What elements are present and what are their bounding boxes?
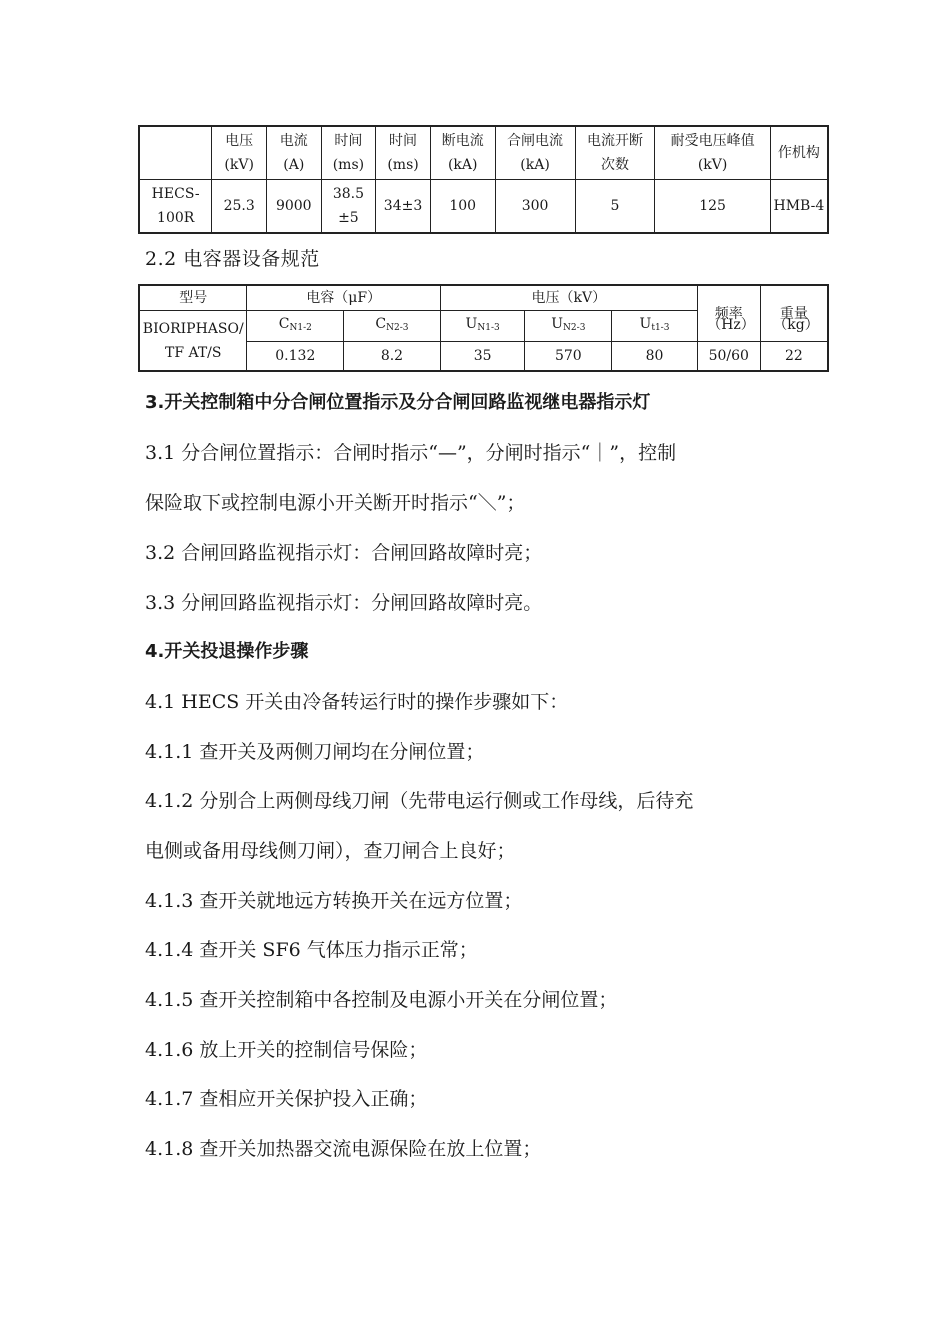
table-cell: 125: [655, 180, 770, 234]
freq-unit-label: （Hz）: [707, 317, 755, 333]
header-cell: 电流开断 次数: [575, 126, 655, 180]
header-cell: 耐受电压峰值 (kV): [655, 126, 770, 180]
table-cell: 80: [612, 342, 698, 372]
table-header-row: [139, 285, 828, 311]
heading-3: 3.开关控制箱中分合闸位置指示及分合闸回路监视继电器指示灯: [145, 392, 651, 413]
step-line: 4.1.6 放上开关的控制信号保险；: [145, 1039, 428, 1061]
header-cell: $C_{N2-3}$: [344, 311, 441, 342]
header-cell: 电容（μF）: [247, 285, 440, 311]
header-cell: 时间 (ms): [321, 126, 376, 180]
header-cell: 电压 (kV): [212, 126, 267, 180]
paragraph-line: 3.1 分合闸位置指示：合闸时指示“—”，分闸时指示“｜”，控制: [145, 442, 677, 464]
step-line: 4.1.3 查开关就地远方转换开关在远方位置；: [145, 890, 523, 912]
header-cell: $C_{N1-2}$: [247, 311, 344, 342]
header-cell: 频率: [697, 285, 760, 342]
table-cell: BIORIPHASO/ TF AT/S: [139, 311, 247, 372]
paragraph-line: 3.2 合闸回路监视指示灯：合闸回路故障时亮；: [145, 542, 543, 564]
table-cell: 0.132: [247, 342, 344, 372]
header-cell: 重量: [760, 285, 828, 342]
header-cell: 型号: [139, 285, 247, 311]
step-line: 4.1.8 查开关加热器交流电源保险在放上位置；: [145, 1138, 542, 1160]
paragraph-line: 保险取下或控制电源小开关断开时指示“＼”；: [145, 492, 526, 514]
header-cell: $U_{N2-3}$: [525, 311, 612, 342]
table-cell: 38.5 ±5: [321, 180, 376, 234]
heading-4: 4.开关投退操作步骤: [145, 641, 309, 662]
header-cell: 电流 (A): [266, 126, 321, 180]
header-cell: $U_{N1-3}$: [440, 311, 525, 342]
header-cell: 电压（kV）: [440, 285, 697, 311]
table-header-row: [139, 126, 828, 180]
step-line: 电侧或备用母线侧刀闸），查刀闸合上良好；: [145, 840, 516, 862]
table-cell: 35: [440, 342, 525, 372]
step-line: 4.1.2 分别合上两侧母线刀闸（先带电运行侧或工作母线，后待充: [145, 790, 694, 812]
table-cell: 34±3: [376, 180, 431, 234]
header-cell: $U_{t1-3}$: [612, 311, 698, 342]
table-cell: 25.3: [212, 180, 267, 234]
header-cell: 时间 (ms): [376, 126, 431, 180]
step-line: 4.1.1 查开关及两侧刀闸均在分闸位置；: [145, 741, 485, 763]
section-heading-2-2: 2.2 电容器设备规范: [145, 248, 320, 270]
step-line: 4.1.7 查相应开关保护投入正确；: [145, 1088, 428, 1110]
table-cell: 300: [495, 180, 575, 234]
table-cell: 22: [760, 342, 828, 372]
step-line: 4.1 HECS 开关由冷备转运行时的操作步骤如下：: [145, 691, 569, 713]
header-cell: 断电流 (kA): [430, 126, 495, 180]
header-cell: [139, 126, 212, 180]
table-cell: 9000: [266, 180, 321, 234]
header-cell: 作机构: [770, 126, 828, 180]
table-cell: 100: [430, 180, 495, 234]
header-cell: 合闸电流 (kA): [495, 126, 575, 180]
table-row: [139, 180, 828, 234]
paragraph-line: 3.3 分闸回路监视指示灯：分闸回路故障时亮。: [145, 592, 543, 614]
table-cell: 570: [525, 342, 612, 372]
weight-unit-label: （kg）: [773, 317, 819, 333]
breaker-spec-table: [138, 125, 829, 234]
step-line: 4.1.5 查开关控制箱中各控制及电源小开关在分闸位置；: [145, 989, 618, 1011]
step-line: 4.1.4 查开关 SF6 气体压力指示正常；: [145, 939, 478, 961]
table-cell: 8.2: [344, 342, 441, 372]
table-cell: 5: [575, 180, 655, 234]
table-cell: 50/60: [697, 342, 760, 372]
table-cell: HMB-4: [770, 180, 828, 234]
table-cell: HECS- 100R: [139, 180, 212, 234]
